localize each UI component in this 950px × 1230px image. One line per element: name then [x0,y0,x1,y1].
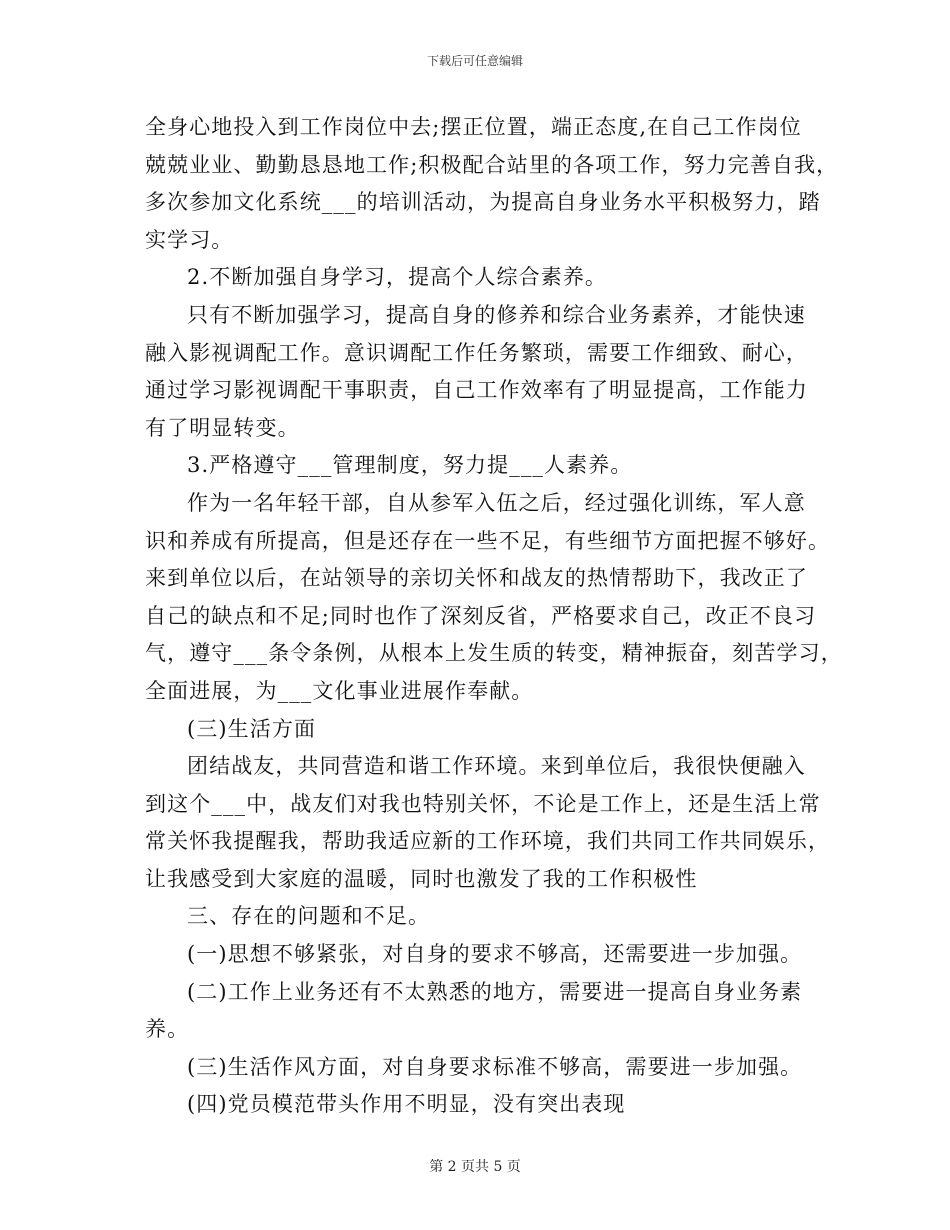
body-line: 全面进展，为___文化事业进展作奉献。 [145,678,534,703]
section-heading: 2.不断加强自身学习，提高个人综合素养。 [187,265,608,290]
body-line: 全身心地投入到工作岗位中去;摆正位置，端正态度,在自己工作岗位 [145,115,802,139]
body-line: 通过学习影视调配干事职责，自己工作效率有了明显提高，工作能力 [145,378,808,403]
page-header: 下载后可任意编辑 [426,54,523,68]
list-item: (一)思想不够紧张，对自身的要求不够高，还需要进一步加强。 [187,942,803,967]
document-body [145,109,843,1124]
body-line: 自己的缺点和不足;同时也作了深刻反省，严格要求自己，改正不良习 [145,603,817,628]
body-line: 到这个___中，战友们对我也特别关怀，不论是工作上，还是生活上常 [145,791,821,816]
section-heading: 三、存在的问题和不足。 [187,904,431,929]
body-line: 来到单位以后，在站领导的亲切关怀和战友的热情帮助下，我改正了 [145,566,808,591]
list-item: (三)生活作风方面，对自身要求标准不够高，需要进一步加强。 [187,1054,803,1079]
body-line: 兢兢业业、勤勤恳恳地工作;积极配合站里的各项工作，努力完善自我， [145,152,839,177]
body-line: 气，遵守___条令条例，从根本上发生质的转变，精神振奋，刻苦学习， [145,641,843,666]
body-line: 多次参加文化系统___的培训活动，为提高自身业务水平积极努力，踏 [145,190,821,215]
body-line: 识和养成有所提高，但是还存在一些不足，有些细节方面把握不够好。 [145,528,831,553]
body-line: 只有不断加强学习，提高自身的修养和综合业务素养，才能快速 [187,302,806,327]
body-line: 常关怀我提醒我，帮助我适应新的工作环境，我们共同工作共同娱乐， [145,829,831,854]
body-line: 让我感受到大家庭的温暖，同时也激发了我的工作积极性 [145,866,698,891]
section-heading: 3.严格遵守___管理制度，努力提___人素养。 [187,453,633,478]
body-line: 有了明显转变。 [145,415,300,440]
page-footer: 第 2 页共 5 页 [429,1159,521,1175]
body-line: 作为一名年轻干部，自从参军入伍之后，经过强化训练，军人意 [187,490,806,515]
list-item: (二)工作上业务还有不太熟悉的地方，需要进一提高自身业务素 [187,979,803,1004]
list-item: (四)党员模范带头作用不明显，没有突出表现 [187,1092,626,1117]
body-line: 实学习。 [145,227,234,252]
section-heading: (三)生活方面 [187,716,317,741]
body-line: 养。 [145,1017,190,1042]
body-line: 团结战友，共同营造和谐工作环境。来到单位后，我很快便融入 [187,754,806,779]
body-line: 融入影视调配工作。意识调配工作任务繁琐，需要工作细致、耐心， [145,340,808,365]
